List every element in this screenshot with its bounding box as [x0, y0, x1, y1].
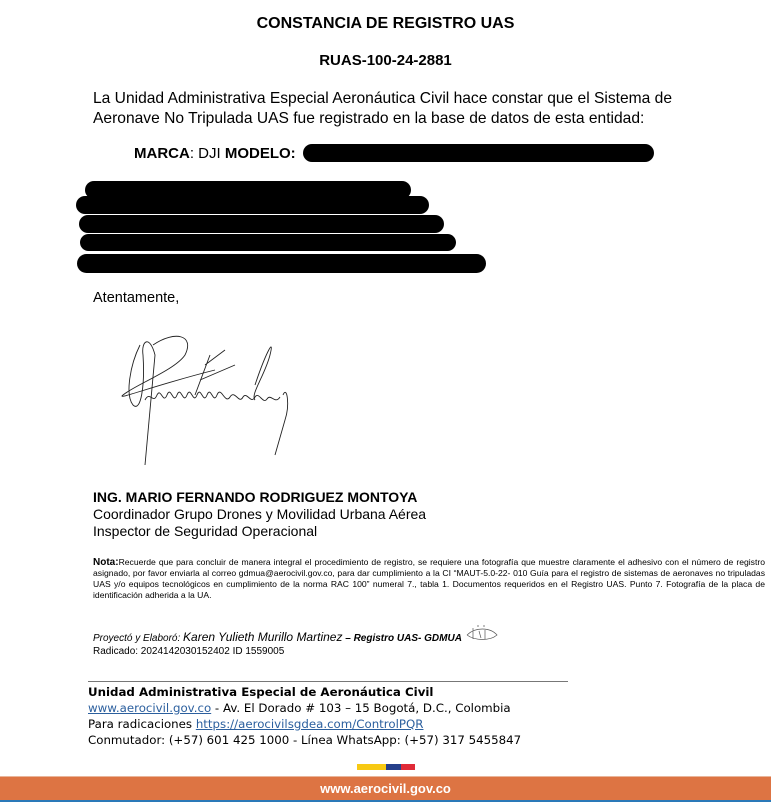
- footer-phones: Conmutador: (+57) 601 425 1000 - Línea WhatsApp: (+57) 317 5455847: [88, 733, 522, 747]
- prepared-by-line: [93, 625, 499, 645]
- footer-address-line: [88, 700, 521, 716]
- note-label: Nota:: [93, 557, 119, 568]
- marca-label: MARCA: [134, 145, 190, 162]
- signer-role-inspector: Inspector de Seguridad Operacional: [93, 523, 318, 539]
- footer-org-name: Unidad Administrativa Especial de Aeronáutica Civil: [88, 685, 434, 699]
- registration-number: RUAS-100-24-2881: [319, 52, 452, 69]
- registration-note: [93, 557, 765, 601]
- closing-salutation: Atentamente,: [93, 290, 180, 306]
- prepared-by-dash: –: [342, 633, 354, 644]
- footer-address: - Av. El Dorado # 103 – 15 Bogotá, D.C., Colombia: [211, 701, 511, 715]
- redaction-bar-3: [79, 215, 444, 233]
- marca-value: : DJI: [189, 145, 225, 162]
- prepared-by-block: [93, 625, 499, 658]
- signature-image: [115, 325, 305, 480]
- radicaciones-label: Para radicaciones: [88, 717, 196, 731]
- footer-divider: [88, 681, 568, 682]
- redaction-bar-model: [303, 144, 654, 162]
- footer-radicaciones-line: [88, 716, 521, 732]
- redaction-bar-5: [77, 254, 486, 273]
- website-link[interactable]: www.aerocivil.gov.co: [88, 701, 212, 715]
- flag-red: [401, 764, 415, 770]
- redaction-bar-4: [80, 234, 456, 251]
- redaction-bar-2: [76, 196, 429, 214]
- signer-name: ING. MARIO FERNANDO RODRIGUEZ MONTOYA: [93, 489, 418, 505]
- flag-yellow: [357, 764, 386, 770]
- footer-band: www.aerocivil.gov.co: [0, 776, 771, 801]
- brand-model-line: [134, 145, 296, 162]
- prepared-by-name: Karen Yulieth Murillo Martinez: [183, 630, 343, 644]
- intro-paragraph: La Unidad Administrativa Especial Aeronáutica Civil hace constar que el Sistema de Aeronave No Tripulada UAS fue registrado en la base de datos de esta entidad:: [93, 90, 673, 127]
- prepared-by-unit: Registro UAS- GDMUA: [353, 633, 462, 644]
- signer-role-coordinator: Coordinador Grupo Drones y Movilidad Urbana Aérea: [93, 506, 427, 522]
- document-title: CONSTANCIA DE REGISTRO UAS: [256, 15, 515, 32]
- radicado-line: Radicado: 2024142030152402 ID 1559005: [93, 646, 285, 657]
- prepared-by-label: Proyectó y Elaboró:: [93, 633, 184, 644]
- colombia-flag-bar: [357, 764, 415, 770]
- footer-contact: [88, 684, 521, 748]
- note-text: Recuerde que para concluir de manera integral el procedimiento de registro, se requiere una fotografía que muestre claramente el adhesivo con el número de registro asignado, por favor enviarla al correo gdmua@aerocivil.gov.co, para dar cumplimiento a la CI “MAUT-5.0-22- 010 Guía para el registro de sistemas de aeronaves no tripuladas UAS y/o equipos tecnológicos en cumplimiento de la norma RAC 100” numeral 7., tabla 1. Documentos requeridos en el Registro UAS. Punto 7. Fotografía de la placa de identificación adherida a la UA.: [93, 557, 765, 600]
- radicaciones-link[interactable]: https://aerocivilsgdea.com/ControlPQR: [195, 717, 424, 731]
- flag-blue: [386, 764, 401, 770]
- initials-signature: [465, 625, 499, 643]
- modelo-label: MODELO:: [224, 145, 296, 162]
- signer-block: [93, 489, 426, 540]
